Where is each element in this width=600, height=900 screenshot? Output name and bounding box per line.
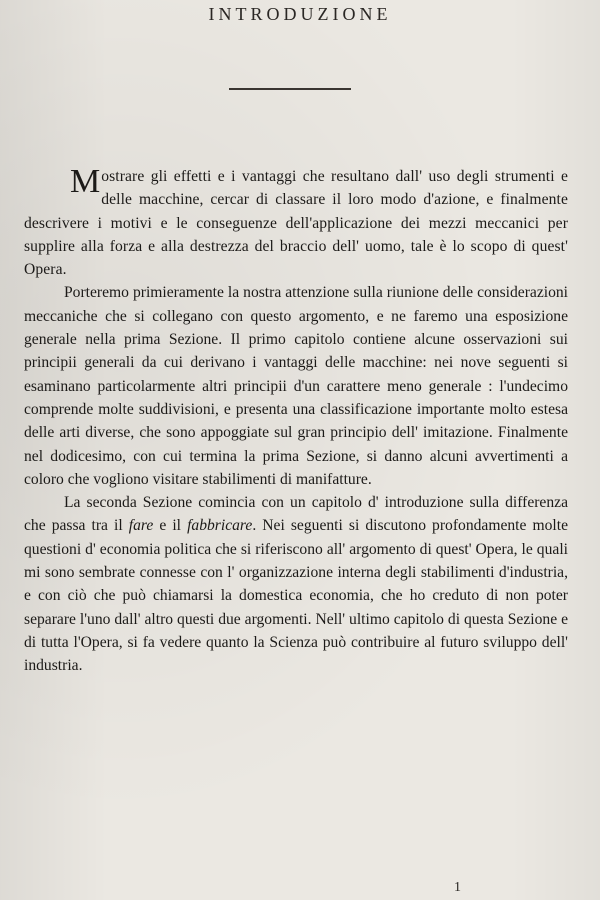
paragraph-1-text: ostrare gli effetti e i vantaggi che resultano dall' uso degli strumenti e delle macchine, cercar di classare il loro modo d'azione, e finalmente descrivere i motivi e le conseguenze dell'applicazione dei mezzi meccanici per supplire alla forza e alla destrezza del braccio dell' uomo, tale è lo scopo di quest' Opera. [24,168,568,279]
paragraph-1 [24,165,568,281]
chapter-heading: INTRODUZIONE [208,4,392,24]
page-number: 1 [454,880,461,895]
italic-fabbricare: fabbricare [187,517,253,535]
italic-fare: fare [128,517,154,535]
paragraph-3-text-before: La seconda Sezione comincia con un capitolo d' introduzione sulla differenza che passa tra il [24,494,568,535]
paragraph-3-text-middle: e il [153,517,188,535]
paragraph-3 [24,491,568,677]
heading-rule [229,88,351,90]
body-text [24,165,568,678]
paragraph-2: Porteremo primieramente la nostra attenzione sulla riunione delle considerazioni meccaniche che si collegano con questo argomento, e ne faremo una esposizione generale nella prima Sezione. Il primo capitolo contiene alcune osservazioni sui principii generali da cui derivano i vantaggi delle macchine: nei nove seguenti si esaminano particolarmente altri principii d'un carattere meno generale : l'undecimo comprende molte suddivisioni, e presenta una classificazione importante molto estesa delle arti diverse, che sono appoggiate sul gran principio dell' imitazione. Finalmente nel dodicesimo, con cui termina la prima Sezione, si danno alcuni avvertimenti a coloro che vogliono visitare stabilimenti di manifatture. [24,284,568,488]
paragraph-3-text-after: . Nei seguenti si discutono profondamente molte questioni d' economia politica che si riferiscono all' argomento di quest' Opera, le quali mi sono sembrate connesse con l' organizzazione interna degli stabilimenti d'industria, e con ciò che può chiamarsi la domestica economia, che ho creduto di non poter separare l'uno dall' altro questi due argomenti. Nell' ultimo capitolo di questa Sezione e di tutta l'Opera, si fa vedere quanto la Scienza può contribuire al futuro sviluppo dell' industria. [24,517,569,675]
drop-cap: M [70,163,101,200]
